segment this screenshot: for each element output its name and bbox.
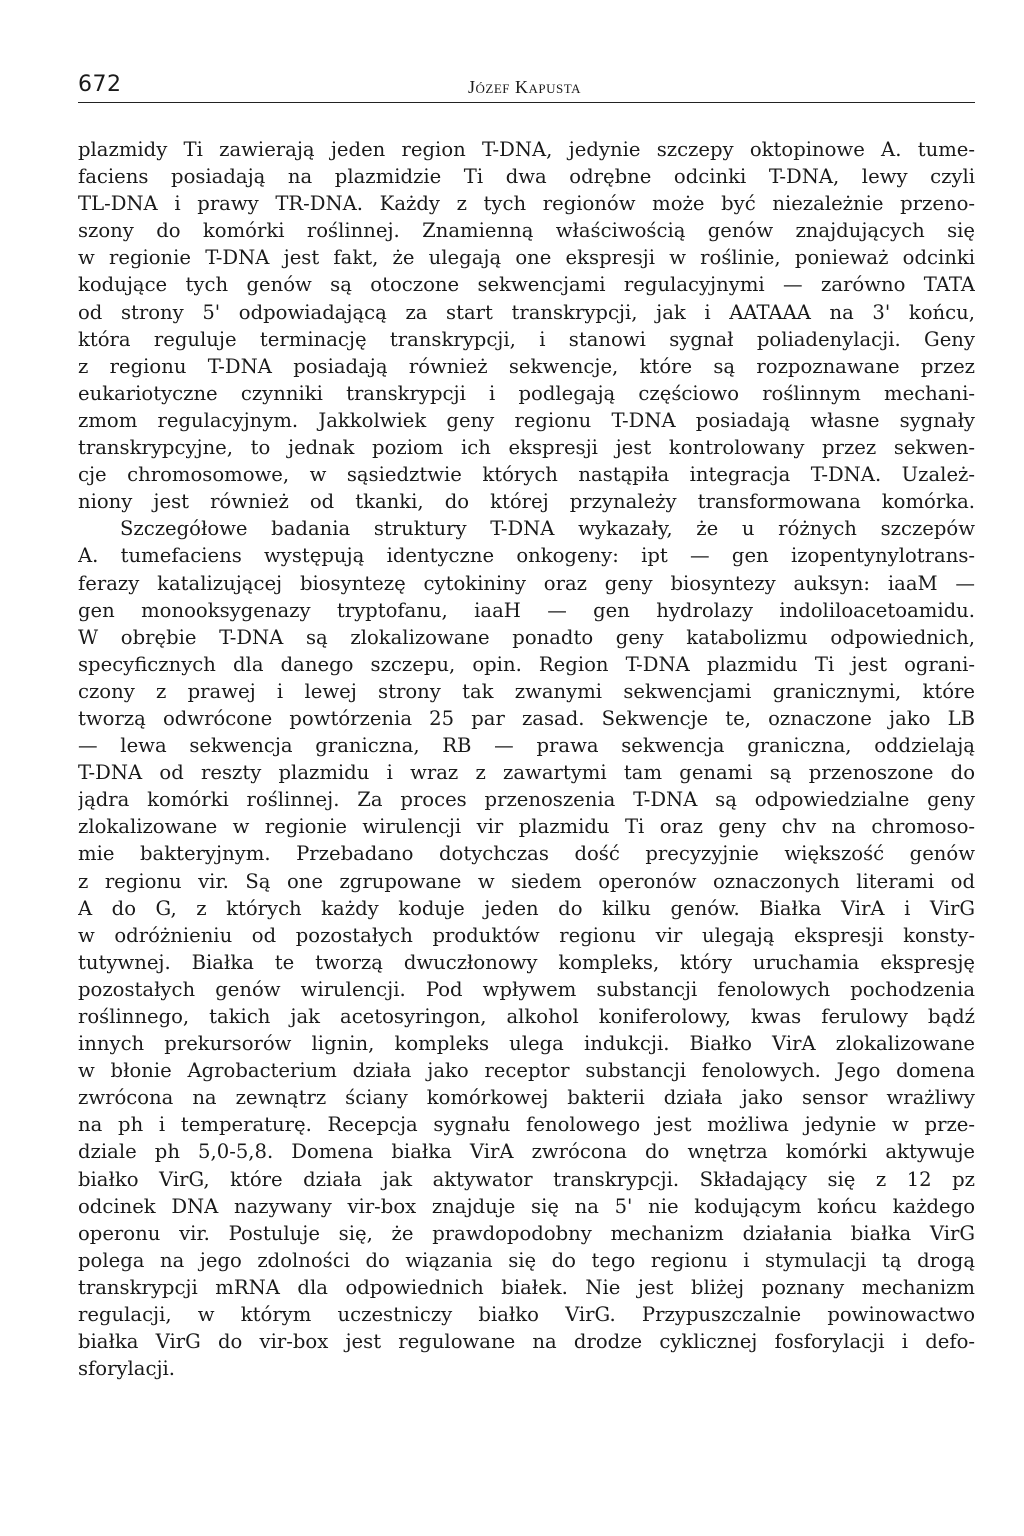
text-line: zmom regulacyjnym. Jakkolwiek geny regionu T-DNA posiadają własne sygnały — [78, 408, 975, 432]
running-title: Józef Kapusta — [468, 77, 582, 97]
text-line: niony jest również od tkanki, do której przynależy transformowana komórka. — [78, 490, 975, 514]
text-line: transkrypcyjne, to jednak poziom ich ekspresji jest kontrolowany przez sekwen- — [78, 436, 975, 460]
text-line: roślinnego, takich jak acetosyringon, alkohol koniferolowy, kwas ferulowy bądź — [78, 1005, 975, 1028]
text-line: zwrócona na zewnątrz ściany komórkowej bakterii działa jako sensor wrażliwy — [78, 1086, 975, 1110]
text-line: TL-DNA i prawy TR-DNA. Każdy z tych regionów może być niezależnie przeno- — [78, 192, 975, 216]
text-line: białka VirG do vir-box jest regulowane na drodze cyklicznej fosforylacji i defo- — [78, 1330, 975, 1354]
text-line: pozostałych genów wirulencji. Pod wpływem substancji fenolowych pochodzenia — [78, 977, 975, 1001]
text-line: Szczegółowe badania struktury T-DNA wykazały, że u różnych szczepów — [120, 517, 975, 541]
text-line: regulacji, w którym uczestniczy białko VirG. Przypuszczalnie powinowactwo — [78, 1303, 975, 1327]
text-line: kodujące tych genów są otoczone sekwencjami regulacyjnymi — zarówno TATA — [78, 273, 975, 297]
text-line: cje chromosomowe, w sąsiedztwie których nastąpiła integracja T-DNA. Uzależ- — [78, 463, 975, 487]
text-line: od strony 5' odpowiadającą za start transkrypcji, jak i AATAAA na 3' końcu, — [78, 300, 975, 324]
text-line: A do G, z których każdy koduje jeden do kilku genów. Białka VirA i VirG — [78, 896, 975, 920]
text-line: zlokalizowane w regionie wirulencji vir plazmidu Ti oraz geny chv na chromoso- — [78, 815, 975, 839]
text-line: z regionu vir. Są one zgrupowane w siedem operonów oznaczonych literami od — [78, 869, 975, 893]
text-line: operonu vir. Postuluje się, że prawdopodobny mechanizm działania białka VirG — [78, 1221, 975, 1245]
text-line: transkrypcji mRNA dla odpowiednich białek. Nie jest bliżej poznany mechanizm — [78, 1275, 975, 1299]
page-number: 672 — [78, 72, 122, 97]
text-line: czony z prawej i lewej strony tak zwanymi sekwencjami granicznymi, które — [78, 679, 975, 703]
text-line: jądra komórki roślinnej. Za proces przenoszenia T-DNA są odpowiedzialne geny — [78, 788, 975, 812]
text-line: szony do komórki roślinnej. Znamienną właściwością genów znajdujących się — [78, 219, 975, 243]
running-header — [78, 72, 975, 103]
text-line: w odróżnieniu od pozostałych produktów regionu vir ulegają ekspresji konsty- — [78, 923, 975, 947]
text-line: tworzą odwrócone powtórzenia 25 par zasad. Sekwencje te, oznaczone jako LB — [78, 706, 975, 730]
text-line: dziale ph 5,0-5,8. Domena białka VirA zwrócona do wnętrza komórki aktywuje — [78, 1140, 975, 1164]
text-line: plazmidy Ti zawierają jeden region T-DNA, jedynie szczepy oktopinowe A. tume- — [78, 138, 975, 161]
text-line: polega na jego zdolności do wiązania się do tego regionu i stymulacji tą drogą — [78, 1248, 975, 1272]
text-line: eukariotyczne czynniki transkrypcji i podlegają częściowo roślinnym mechani- — [78, 381, 975, 405]
text-line: — lewa sekwencja graniczna, RB — prawa sekwencja graniczna, oddzielają — [78, 734, 975, 758]
text-line: sforylacji. — [78, 1357, 176, 1381]
text-line: T-DNA od reszty plazmidu i wraz z zawartymi tam genami są przenoszone do — [78, 761, 975, 785]
text-line: ferazy katalizującej biosyntezę cytokininy oraz geny biosyntezy auksyn: iaaM — — [78, 571, 975, 595]
text-line: w regionie T-DNA jest fakt, że ulegają one ekspresji w roślinie, ponieważ odcinki — [78, 246, 975, 270]
body-text — [78, 136, 975, 1382]
text-line: odcinek DNA nazywany vir-box znajduje się na 5' nie kodującym końcu każdego — [78, 1194, 975, 1218]
text-line: W obrębie T-DNA są zlokalizowane ponadto geny katabolizmu odpowiednich, — [78, 625, 975, 649]
text-line: z regionu T-DNA posiadają również sekwencje, które są rozpoznawane przez — [78, 354, 975, 378]
text-line: innych prekursorów lignin, kompleks ulega indukcji. Białko VirA zlokalizowane — [78, 1032, 975, 1056]
text-line: specyficznych dla danego szczepu, opin. Region T-DNA plazmidu Ti jest ograni- — [78, 652, 975, 676]
text-line: tutywnej. Białka te tworzą dwuczłonowy kompleks, który uruchamia ekspresję — [78, 950, 975, 974]
text-line: A. tumefaciens występują identyczne onkogeny: ipt — gen izopentynylotrans- — [78, 544, 975, 568]
text-line: faciens posiadają na plazmidzie Ti dwa odrębne odcinki T-DNA, lewy czyli — [78, 165, 975, 189]
text-line: która reguluje terminację transkrypcji, i stanowi sygnał poliadenylacji. Geny — [78, 327, 975, 351]
text-line: na ph i temperaturę. Recepcja sygnału fenolowego jest możliwa jedynie w prze- — [78, 1113, 975, 1137]
text-line: mie bakteryjnym. Przebadano dotychczas dość precyzyjnie większość genów — [78, 842, 975, 866]
text-line: białko VirG, które działa jak aktywator transkrypcji. Składający się z 12 pz — [78, 1167, 975, 1191]
text-line: gen monooksygenazy tryptofanu, iaaH — gen hydrolazy indoliloacetoamidu. — [78, 598, 975, 622]
text-line: w błonie Agrobacterium działa jako receptor substancji fenolowych. Jego domena — [78, 1059, 975, 1083]
